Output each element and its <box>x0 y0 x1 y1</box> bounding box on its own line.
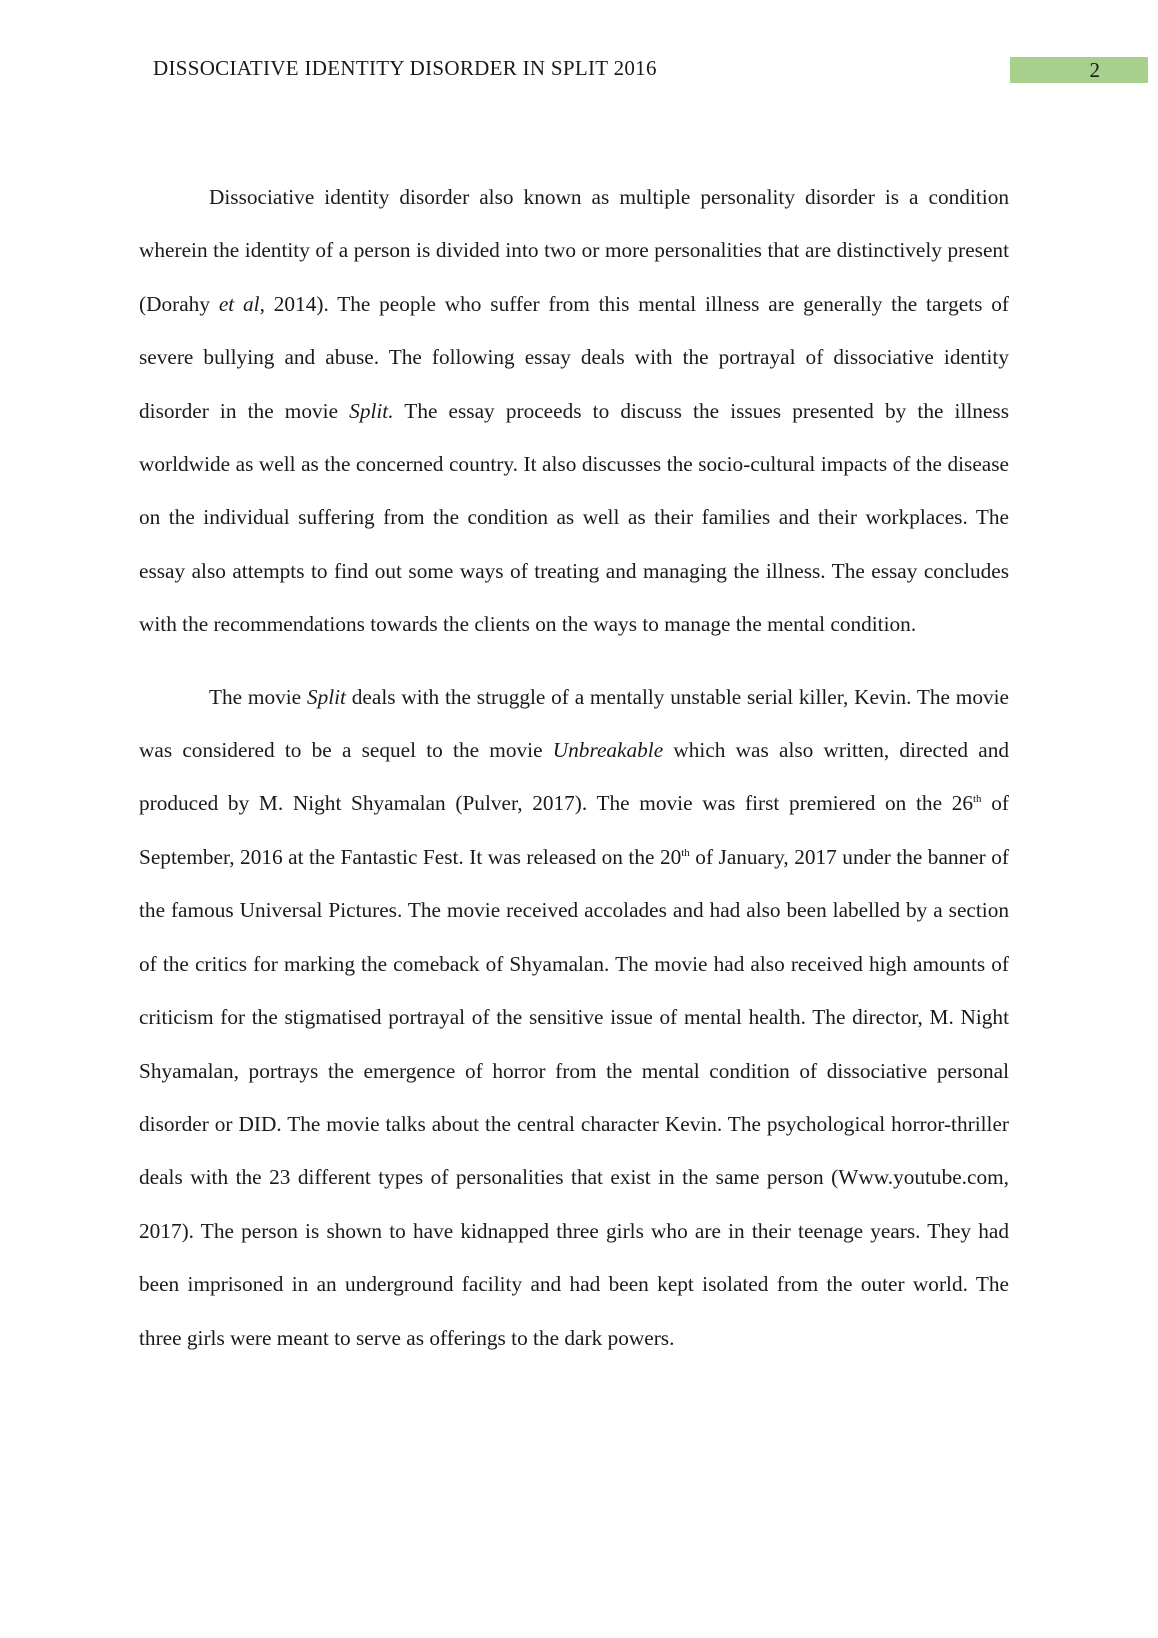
page-number: 2 <box>1089 58 1100 82</box>
release-day: 20 <box>659 844 682 869</box>
text-run: The essay proceeds to discuss the issues presented by the illness worldwide as well as the concerned country. It also discusses the socio-cultural impacts of the disease on the individual suffering from the condition as well as their families and their workplaces. The essay also attempts to find out some ways of treating and managing the illness. The essay concludes with the recommendations towards the clients on the ways to manage the mental condition. <box>139 398 1009 637</box>
premiere-date <box>952 791 982 815</box>
ordinal-suffix: th <box>681 846 690 859</box>
header-title: DISSOCIATIVE IDENTITY DISORDER IN SPLIT 2016 <box>153 56 657 80</box>
essay-body <box>139 171 1009 1365</box>
text-run: which was also written, directed and produced by M. Night Shyamalan (Pulver, 2017). The movie was first premiered on the <box>139 738 1009 816</box>
paragraph-movie-overview <box>139 671 1009 1365</box>
text-run: Dissociative identity disorder also known as multiple personality disorder is a condition wherein the identity of a person is divided into two or more personalities that are distinctively present (Dorahy <box>139 185 1009 316</box>
paragraph-introduction <box>139 171 1009 652</box>
text-run: , 2014). The people who suffer from this mental illness are generally the targets of severe bullying and abuse. The following essay deals with the portrayal of dissociative identity disorder in the movie <box>139 291 1009 423</box>
text-run: The movie <box>209 684 307 709</box>
italic-movie-title: Unbreakable <box>552 738 664 763</box>
italic-movie-title: Split. <box>349 398 394 423</box>
premiere-day: 26 <box>951 791 973 816</box>
italic-citation: et al <box>218 291 260 316</box>
text-run: of January, 2017 under the banner of the famous Universal Pictures. The movie received accolades and had also been labelled by a section of the critics for marking the comeback of Shyamalan. The movie had also received high amounts of criticism for the stigmatised portrayal of the sensitive issue of mental health. The director, M. Night Shyamalan, portrays the emergence of horror from the mental condition of dissociative personal disorder or DID. The movie talks about the central character Kevin. The psychological horror-thriller deals with the 23 different types of personalities that exist in the same person (Www.youtube.com, 2017). The person is shown to have kidnapped three girls who are in their teenage years. They had been imprisoned in an underground facility and had been kept isolated from the outer world. The three girls were meant to serve as offerings to the dark powers. <box>139 844 1009 1350</box>
text-run: of September, 2016 at the Fantastic Fest. It was released on the <box>139 791 1009 869</box>
ordinal-suffix: th <box>973 793 982 806</box>
page-number-highlight <box>1010 57 1148 83</box>
release-date <box>660 845 690 869</box>
italic-movie-title: Split <box>306 684 346 709</box>
text-run: deals with the struggle of a mentally unstable serial killer, Kevin. The movie was considered to be a sequel to the movie <box>139 684 1009 763</box>
